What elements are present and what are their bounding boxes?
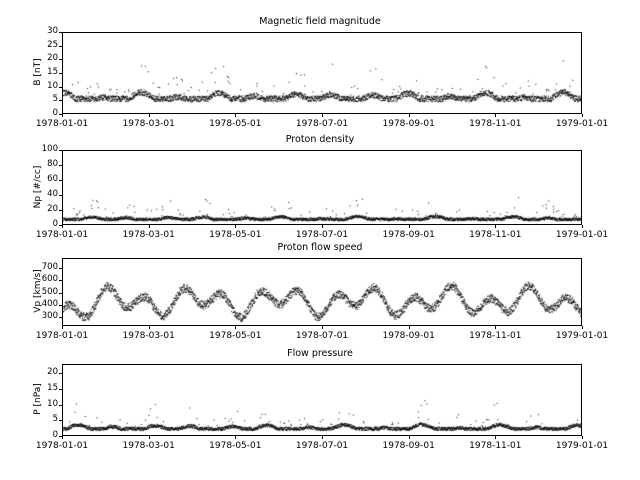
y-tick-label: 600 — [41, 274, 58, 285]
y-tick-mark — [59, 195, 62, 196]
y-tick-mark — [59, 268, 62, 269]
y-tick-label: 15 — [47, 67, 58, 77]
y-tick-mark — [59, 405, 62, 406]
x-tick-label: 1978-03-01 — [122, 441, 175, 451]
x-tick-label: 1979-01-01 — [555, 119, 609, 129]
x-tick-label: 1978-03-01 — [122, 119, 175, 129]
x-tick-mark — [582, 225, 583, 228]
data-series-3 — [63, 259, 581, 325]
x-tick-mark — [62, 225, 63, 228]
x-tick-label: 1978-11-01 — [469, 441, 522, 451]
x-tick-label: 1979-01-01 — [555, 441, 609, 451]
x-tick-label: 1978-09-01 — [382, 441, 435, 451]
x-tick-mark — [322, 326, 323, 329]
y-tick-mark — [59, 373, 62, 374]
y-tick-label: 15 — [47, 383, 58, 394]
y-tick-mark — [59, 280, 62, 281]
y-tick-label: 400 — [41, 298, 58, 309]
y-tick-mark — [59, 100, 62, 101]
y-tick-label: 60 — [47, 174, 58, 184]
data-series-1 — [63, 33, 581, 113]
x-tick-mark — [235, 225, 236, 228]
x-tick-label: 1978-05-01 — [209, 119, 262, 129]
x-tick-label: 1979-01-01 — [555, 230, 609, 240]
plot-area-2 — [62, 150, 582, 225]
x-tick-mark — [235, 436, 236, 439]
plot-area-1 — [62, 32, 582, 114]
x-tick-label: 1978-11-01 — [469, 119, 522, 129]
y-tick-label: 30 — [47, 26, 58, 36]
x-tick-label: 1978-11-01 — [469, 331, 522, 341]
x-tick-label: 1978-01-01 — [35, 331, 89, 341]
x-tick-mark — [409, 436, 410, 439]
y-tick-mark — [59, 210, 62, 211]
y-tick-label: 10 — [47, 80, 58, 91]
y-tick-label: 0 — [52, 108, 58, 118]
x-tick-mark — [62, 326, 63, 329]
y-tick-label: 20 — [47, 53, 58, 64]
y-tick-label: 700 — [41, 261, 58, 272]
x-tick-mark — [62, 436, 63, 439]
x-tick-label: 1979-01-01 — [555, 331, 609, 341]
x-tick-mark — [582, 114, 583, 117]
x-tick-mark — [149, 114, 150, 117]
x-tick-label: 1978-11-01 — [469, 230, 522, 240]
y-tick-mark — [59, 32, 62, 33]
y-tick-mark — [59, 150, 62, 151]
y-tick-label: 40 — [47, 189, 58, 199]
x-tick-mark — [582, 326, 583, 329]
data-series-2 — [63, 151, 581, 224]
x-tick-mark — [409, 114, 410, 117]
x-tick-mark — [235, 114, 236, 117]
x-tick-label: 1978-07-01 — [295, 331, 349, 341]
x-tick-label: 1978-01-01 — [35, 119, 89, 129]
y-tick-label: 500 — [41, 286, 58, 297]
x-tick-label: 1978-03-01 — [122, 331, 175, 341]
x-tick-mark — [149, 225, 150, 228]
y-tick-label: 300 — [41, 311, 58, 322]
plot-area-4 — [62, 364, 582, 436]
y-tick-mark — [59, 305, 62, 306]
y-tick-label: 80 — [47, 159, 58, 169]
y-tick-label: 25 — [47, 39, 58, 50]
y-tick-mark — [59, 180, 62, 181]
data-series-4 — [63, 365, 581, 435]
x-tick-mark — [495, 225, 496, 228]
x-tick-mark — [582, 436, 583, 439]
panel-title-2: Proton density — [285, 134, 355, 145]
x-tick-label: 1978-07-01 — [295, 230, 349, 240]
y-tick-mark — [59, 59, 62, 60]
y-tick-mark — [59, 389, 62, 390]
y-tick-label: 20 — [47, 204, 58, 214]
x-tick-mark — [495, 114, 496, 117]
y-tick-label: 100 — [41, 144, 58, 154]
y-tick-label: 10 — [47, 398, 58, 409]
x-tick-mark — [409, 326, 410, 329]
y-tick-label: 5 — [52, 414, 58, 425]
x-tick-label: 1978-05-01 — [209, 441, 262, 451]
x-tick-label: 1978-09-01 — [382, 119, 435, 129]
x-tick-mark — [322, 114, 323, 117]
y-tick-mark — [59, 317, 62, 318]
x-tick-label: 1978-07-01 — [295, 441, 349, 451]
x-tick-label: 1978-03-01 — [122, 230, 175, 240]
y-axis-label-4: P [nPa] — [33, 383, 43, 415]
x-tick-mark — [322, 225, 323, 228]
y-axis-label-1: B [nT] — [33, 58, 43, 86]
y-tick-mark — [59, 46, 62, 47]
y-axis-label-3: Vp [km/s] — [33, 269, 43, 313]
plot-area-3 — [62, 258, 582, 326]
x-tick-mark — [495, 436, 496, 439]
x-tick-label: 1978-09-01 — [382, 230, 435, 240]
x-tick-mark — [62, 114, 63, 117]
y-tick-mark — [59, 293, 62, 294]
x-tick-label: 1978-05-01 — [209, 331, 262, 341]
y-tick-label: 0 — [52, 219, 58, 229]
x-tick-mark — [495, 326, 496, 329]
y-tick-mark — [59, 165, 62, 166]
y-tick-label: 5 — [52, 94, 58, 105]
x-tick-label: 1978-05-01 — [209, 230, 262, 240]
y-tick-mark — [59, 420, 62, 421]
x-tick-label: 1978-01-01 — [35, 441, 89, 451]
y-tick-mark — [59, 87, 62, 88]
x-tick-label: 1978-01-01 — [35, 230, 89, 240]
x-tick-mark — [409, 225, 410, 228]
y-tick-label: 20 — [47, 367, 58, 378]
x-tick-mark — [235, 326, 236, 329]
panel-title-3: Proton flow speed — [277, 242, 363, 253]
x-tick-label: 1978-09-01 — [382, 331, 435, 341]
panel-title-1: Magnetic field magnitude — [259, 16, 381, 27]
y-axis-label-2: Np [#/cc] — [33, 165, 43, 208]
panel-title-4: Flow pressure — [287, 348, 353, 359]
x-tick-mark — [322, 436, 323, 439]
x-tick-mark — [149, 326, 150, 329]
x-tick-label: 1978-07-01 — [295, 119, 349, 129]
y-tick-label: 0 — [52, 430, 58, 440]
y-tick-mark — [59, 73, 62, 74]
x-tick-mark — [149, 436, 150, 439]
